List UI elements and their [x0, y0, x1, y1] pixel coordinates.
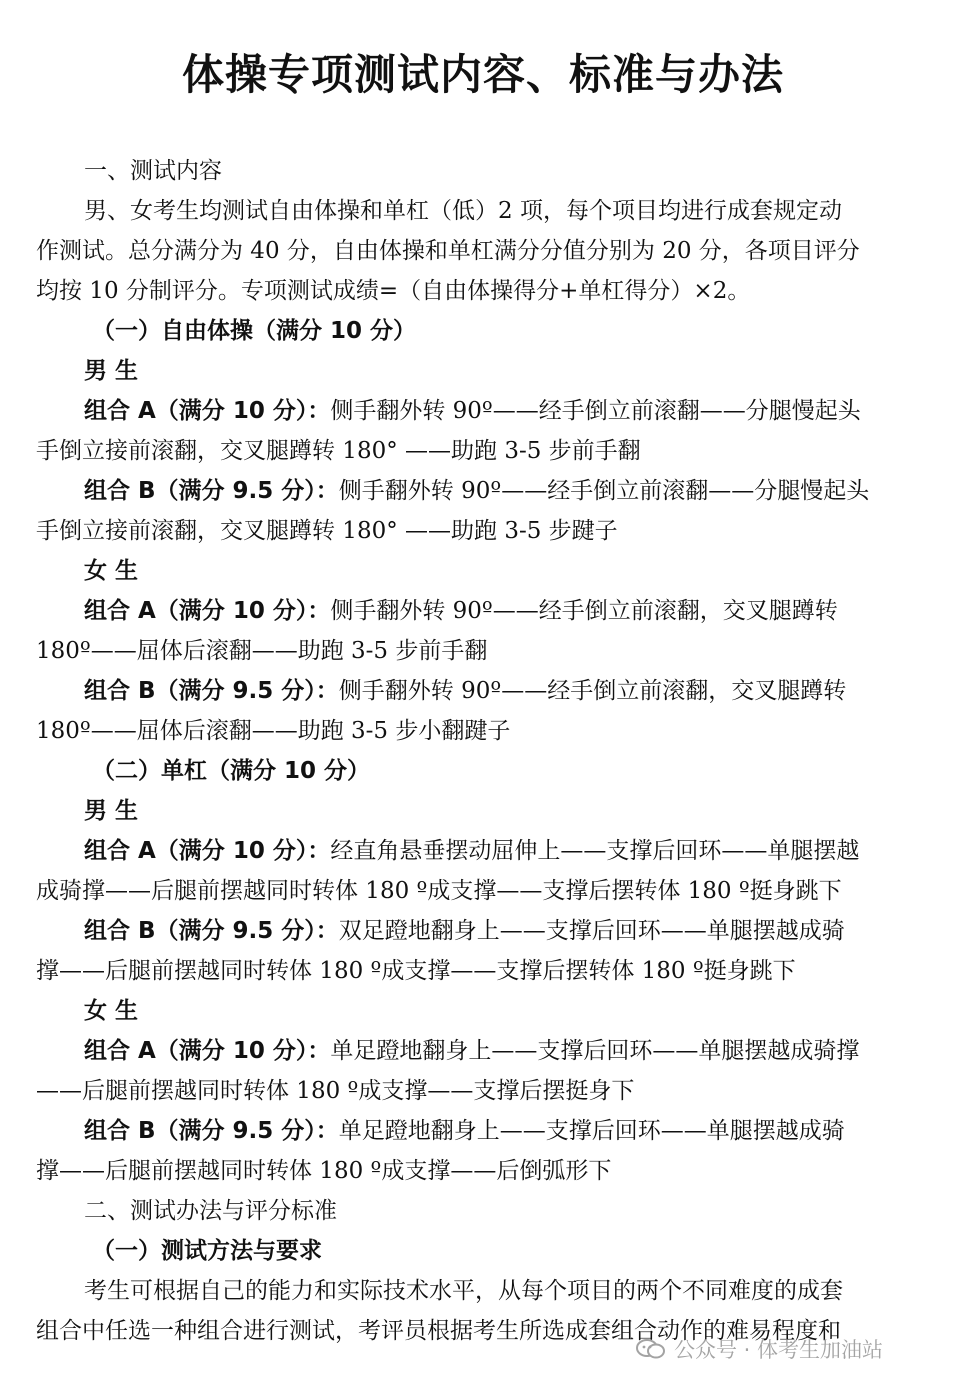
combo-label: 组合 B（满分 9.5 分）：: [84, 1118, 339, 1144]
bar-female-label: 女 生: [84, 998, 139, 1024]
bar-male-a-line-2: 成骑撑——后腿前摆越同时转体 180 º成支撑——支撑后摆转体 180 º挺身跳下: [36, 878, 842, 904]
combo-text: 单足蹬地翻身上——支撑后回环——单腿摆越成骑: [338, 1118, 845, 1144]
floor-heading: （一）自由体操（满分 10 分）: [92, 318, 417, 344]
combo-label: 组合 B（满分 9.5 分）：: [84, 918, 339, 944]
combo-text: 侧手翻外转 90º——经手倒立前滚翻，交叉腿蹲转: [338, 678, 847, 704]
combo-label: 组合 B（满分 9.5 分）：: [84, 478, 339, 504]
wechat-official-account-icon: [636, 1338, 666, 1360]
bar-heading: （二）单杠（满分 10 分）: [92, 758, 371, 784]
floor-female-label: 女 生: [84, 558, 139, 584]
combo-text: 侧手翻外转 90º——经手倒立前滚翻——分腿慢起头: [338, 478, 870, 504]
bar-female-b-line-2: 撑——后腿前摆越同时转体 180 º成支撑——后倒弧形下: [36, 1158, 612, 1184]
bar-male-a-line-1: [84, 836, 966, 866]
floor-male-a-line-1: [84, 396, 966, 426]
page-title: 体操专项测试内容、标准与办法: [181, 50, 784, 99]
combo-label: 组合 B（满分 9.5 分）：: [84, 678, 339, 704]
section-2-heading: 二、测试办法与评分标准: [84, 1198, 337, 1224]
intro-line-1: 男、女考生均测试自由体操和单杠（低）2 项，每个项目均进行成套规定动: [84, 198, 842, 224]
bar-female-b-line-1: [84, 1116, 966, 1146]
combo-text: 单足蹬地翻身上——支撑后回环——单腿摆越成骑撑: [330, 1038, 860, 1064]
combo-text: 双足蹬地翻身上——支撑后回环——单腿摆越成骑: [338, 918, 845, 944]
intro-line-2: 作测试。总分满分为 40 分，自由体操和单杠满分分值分别为 20 分，各项目评分: [36, 238, 860, 264]
bar-male-b-line-2: 撑——后腿前摆越同时转体 180 º成支撑——支撑后摆转体 180 º挺身跳下: [36, 958, 796, 984]
floor-male-a-line-2: 手倒立接前滚翻，交叉腿蹲转 180° ——助跑 3-5 步前手翻: [36, 438, 641, 464]
method-line-1: 考生可根据自己的能力和实际技术水平，从每个项目的两个不同难度的成套: [84, 1278, 843, 1304]
floor-male-b-line-1: [84, 476, 966, 506]
floor-female-b-line-1: [84, 676, 966, 706]
floor-male-label: 男 生: [84, 358, 139, 384]
bar-female-a-line-1: [84, 1036, 966, 1066]
floor-male-b-line-2: 手倒立接前滚翻，交叉腿蹲转 180° ——助跑 3-5 步踺子: [36, 518, 618, 544]
combo-text: 侧手翻外转 90º——经手倒立前滚翻，交叉腿蹲转: [330, 598, 838, 624]
method-heading: （一）测试方法与要求: [92, 1238, 322, 1264]
floor-female-a-line-2: 180º——屈体后滚翻——助跑 3-5 步前手翻: [36, 638, 488, 664]
bar-male-b-line-1: [84, 916, 966, 946]
combo-label: 组合 A（满分 10 分）：: [84, 398, 331, 424]
combo-label: 组合 A（满分 10 分）：: [84, 1038, 331, 1064]
combo-label: 组合 A（满分 10 分）：: [84, 838, 331, 864]
method-line-2: 组合中任选一种组合进行测试，考评员根据考生所选成套组合动作的难易程度和: [36, 1318, 841, 1344]
bar-male-label: 男 生: [84, 798, 139, 824]
combo-text: 经直角悬垂摆动屈伸上——支撑后回环——单腿摆越: [330, 838, 860, 864]
watermark: [636, 1332, 883, 1366]
combo-label: 组合 A（满分 10 分）：: [84, 598, 331, 624]
intro-line-3: 均按 10 分制评分。专项测试成绩=（自由体操得分+单杠得分）×2。: [36, 278, 751, 304]
bar-female-a-line-2: ——后腿前摆越同时转体 180 º成支撑——支撑后摆挺身下: [36, 1078, 635, 1104]
combo-text: 侧手翻外转 90º——经手倒立前滚翻——分腿慢起头: [330, 398, 861, 424]
watermark-text: 公众号 · 体考生加油站: [674, 1338, 884, 1362]
section-1-heading: 一、测试内容: [84, 158, 222, 184]
floor-female-b-line-2: 180º——屈体后滚翻——助跑 3-5 步小翻踺子: [36, 718, 511, 744]
floor-female-a-line-1: [84, 596, 966, 626]
